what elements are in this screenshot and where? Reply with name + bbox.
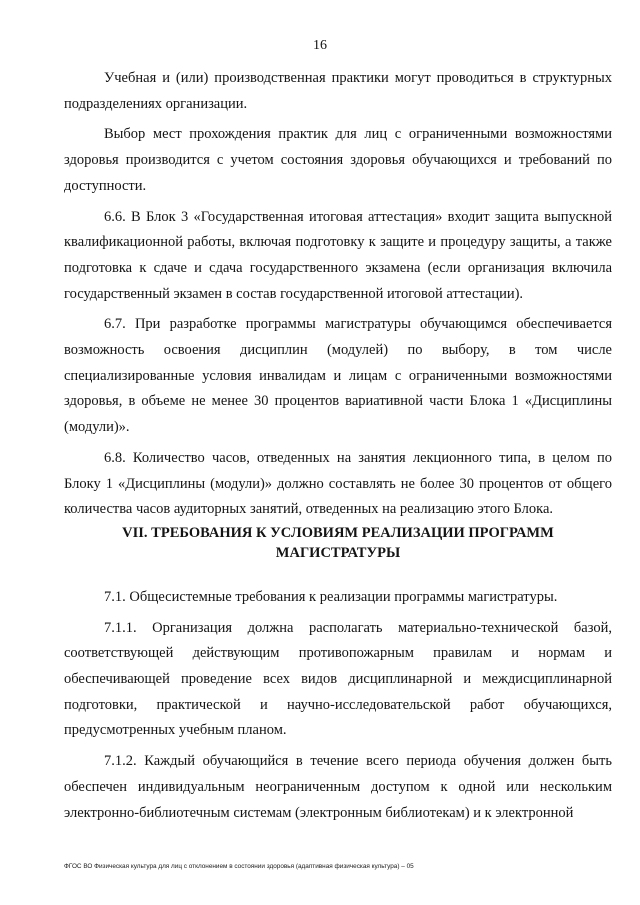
page-number: 16 — [313, 38, 327, 53]
paragraph-7-1-2: 7.1.2. Каждый обучающийся в течение всего периода обучения должен быть обеспечен индивидуальным неограниченным доступом к одной или нескольким электронно-библиотечным системам (электронным библиотекам) и к электронной — [64, 753, 612, 821]
document-body — [64, 66, 612, 826]
paragraph-6-8: 6.8. Количество часов, отведенных на занятия лекционного типа, в целом по Блоку 1 «Дисциплины (модули)» должно составлять не более 30 процентов от общего количества часов аудиторных занятий, отведенных на реализацию этого Блока. — [64, 449, 612, 518]
page-footer: ФГОС ВО Физическая культура для лиц с отклонением в состоянии здоровья (адаптивная физическая культура) – 05 — [64, 863, 414, 870]
section-heading-line-1: VII. ТРЕБОВАНИЯ К УСЛОВИЯМ РЕАЛИЗАЦИИ ПРОГРАММ — [122, 524, 554, 541]
paragraph-6-6: 6.6. В Блок 3 «Государственная итоговая аттестация» входит защита выпускной квалификационной работы, включая подготовку к защите и процедуру защиты, а также подготовка к сдаче и сдача государственного экзамена (если организация включила государственный экзамен в состав государственной итоговой аттестации). — [64, 208, 612, 302]
paragraph-7-1-1: 7.1.1. Организация должна располагать материально-технической базой, соответствующей действующим противопожарным правилам и нормам и обеспечивающей проведение всех видов дисциплинарной и междисциплинарной подготовки, практической и научно-исследовательской работ обучающихся, предусмотренных учебным планом. — [64, 619, 612, 739]
paragraph-7-1: 7.1. Общесистемные требования к реализации программы магистратуры. — [104, 588, 558, 605]
paragraph-practice-selection: Выбор мест прохождения практик для лиц с ограниченными возможностями здоровья производится с учетом состояния здоровья обучающихся и требований по доступности. — [64, 126, 612, 194]
section-heading — [64, 523, 612, 563]
paragraph-6-7: 6.7. При разработке программы магистратуры обучающимся обеспечивается возможность освоения дисциплин (модулей) по выбору, в том числе специализированные условия инвалидам и лицам с ограниченными возможностями здоровья, в объеме не менее 30 процентов вариативной части Блока 1 «Дисциплины (модули)». — [64, 316, 612, 436]
paragraph-practice-location: Учебная и (или) производственная практики могут проводиться в структурных подразделениях организации. — [64, 70, 612, 112]
section-heading-line-2: МАГИСТРАТУРЫ — [275, 544, 401, 561]
